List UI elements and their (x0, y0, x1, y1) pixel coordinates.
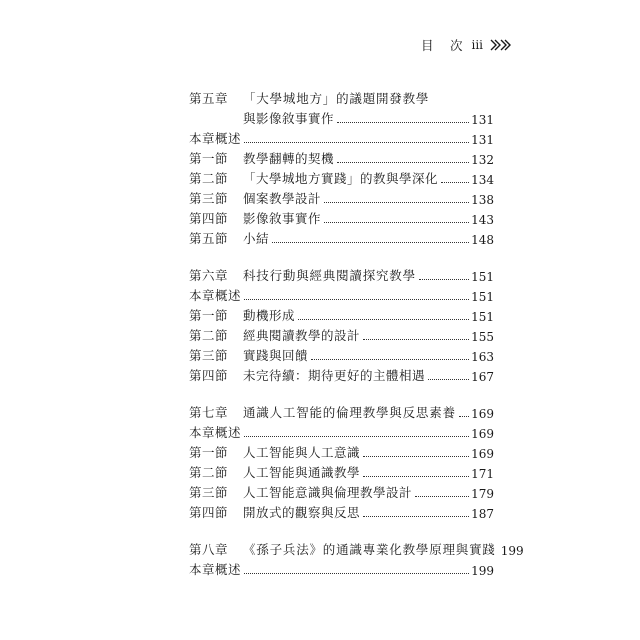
toc-entry-label: 本章概述 (189, 425, 242, 440)
dot-leader (363, 338, 469, 340)
toc-page-number: 169 (471, 447, 494, 461)
dot-leader (363, 515, 469, 517)
toc-entry-title: 教學翻轉的契機 (243, 151, 335, 166)
dot-leader (244, 141, 469, 143)
toc-entry-title: 小結 (243, 231, 270, 246)
toc-overview-row[interactable] (189, 422, 494, 441)
toc-entry-label: 第五節 (189, 231, 229, 246)
toc-entry-label: 第四節 (189, 368, 229, 383)
header-title: 目 次 (420, 38, 465, 53)
toc-section-row[interactable] (189, 462, 494, 481)
toc-entry-label: 第三節 (189, 485, 229, 500)
toc-page-number: 143 (471, 213, 494, 227)
toc-entry-title: 科技行動與經典閱讀探究教學 (243, 268, 416, 283)
toc-page-number: 169 (471, 427, 494, 441)
toc-entry-title: 人工智能與通識教學 (243, 465, 361, 480)
toc-section-row[interactable] (189, 482, 494, 501)
toc-entry-title: 實踐與回饋 (243, 348, 309, 363)
toc-entry-title: 影像敘事實作 (243, 211, 322, 226)
dot-leader (324, 221, 469, 223)
toc-entry-label: 第三節 (189, 348, 229, 363)
toc-entry-label: 第七章 (189, 405, 229, 420)
toc-entry-label: 第四節 (189, 211, 229, 226)
toc-entry-label: 本章概述 (189, 562, 242, 577)
toc-page-number: 179 (471, 487, 494, 501)
header-page-number: iii (471, 38, 483, 52)
toc-page-number: 148 (471, 233, 494, 247)
toc-chapter-row[interactable] (189, 265, 494, 284)
toc-entry-label: 第一節 (189, 445, 229, 460)
dot-leader (244, 435, 469, 437)
dot-leader (298, 318, 469, 320)
toc-section-row[interactable] (189, 148, 494, 167)
chevron-ornament-icon (490, 38, 512, 52)
dot-leader (459, 415, 469, 417)
dot-leader (337, 161, 469, 163)
toc-entry-label: 第二節 (189, 171, 229, 186)
dot-leader (363, 455, 469, 457)
toc-page-number: 138 (471, 193, 494, 207)
table-of-contents (189, 88, 524, 579)
dot-leader (363, 475, 469, 477)
toc-page-number: 167 (471, 370, 494, 384)
toc-page-number: 151 (471, 270, 494, 284)
toc-page-number: 151 (471, 310, 494, 324)
toc-page-number: 163 (471, 350, 494, 364)
toc-section-row[interactable] (189, 365, 494, 384)
dot-leader (415, 495, 469, 497)
toc-section-row[interactable] (189, 168, 494, 187)
toc-entry-title: 個案教學設計 (243, 191, 322, 206)
toc-entry-title: 「大學城地方」的議題開發教學 (243, 91, 430, 106)
dot-leader (324, 201, 469, 203)
toc-chapter-row[interactable] (189, 539, 524, 558)
toc-section-row[interactable] (189, 188, 494, 207)
dot-leader (272, 241, 469, 243)
toc-chapter-row[interactable] (189, 88, 494, 107)
toc-entry-label: 第一節 (189, 308, 229, 323)
toc-overview-row[interactable] (189, 559, 494, 578)
toc-entry-label: 第四節 (189, 505, 229, 520)
toc-entry-label: 第八章 (189, 542, 229, 557)
toc-section-row[interactable] (189, 208, 494, 227)
toc-page-number: 151 (471, 290, 494, 304)
toc-entry-label: 第二節 (189, 465, 229, 480)
dot-leader (337, 121, 469, 123)
toc-page-number: 169 (471, 407, 494, 421)
dot-leader (311, 358, 469, 360)
toc-entry-title: 與影像敘事實作 (243, 111, 335, 126)
toc-page-number: 131 (471, 133, 494, 147)
toc-entry-label: 第一節 (189, 151, 229, 166)
toc-page-number: 132 (471, 153, 494, 167)
toc-entry-title: 經典閱讀教學的設計 (243, 328, 361, 343)
toc-entry-label: 第二節 (189, 328, 229, 343)
dot-leader (419, 278, 469, 280)
toc-page-number: 187 (471, 507, 494, 521)
toc-entry-title: 動機形成 (243, 308, 296, 323)
toc-entry-title: 開放式的觀察與反思 (243, 505, 361, 520)
toc-section-row[interactable] (189, 345, 494, 364)
toc-entry-title: 人工智能意識與倫理教學設計 (243, 485, 413, 500)
dot-leader (428, 378, 469, 380)
toc-page-number: 131 (471, 113, 494, 127)
toc-entry-title: 未完待續：期待更好的主體相遇 (243, 368, 426, 383)
toc-continuation-row[interactable] (189, 108, 494, 127)
toc-entry-label: 第三節 (189, 191, 229, 206)
toc-entry-label: 本章概述 (189, 131, 242, 146)
toc-section-row[interactable] (189, 228, 494, 247)
toc-page-number: 199 (471, 564, 494, 578)
toc-entry-title: 通識人工智能的倫理教學與反思素養 (243, 405, 456, 420)
toc-section-row[interactable] (189, 305, 494, 324)
toc-entry-label: 第六章 (189, 268, 229, 283)
running-header (421, 36, 512, 54)
toc-section-row[interactable] (189, 442, 494, 461)
toc-chapter-row[interactable] (189, 402, 494, 421)
toc-section-row[interactable] (189, 325, 494, 344)
toc-page-number: 155 (471, 330, 494, 344)
toc-entry-title: 《孫子兵法》的通識專業化教學原理與實踐 (243, 542, 496, 557)
toc-page-number: 134 (471, 173, 494, 187)
toc-section-row[interactable] (189, 502, 494, 521)
toc-overview-row[interactable] (189, 285, 494, 304)
dot-leader (441, 181, 469, 183)
toc-entry-label: 第五章 (189, 91, 229, 106)
toc-page-number: 171 (471, 467, 494, 481)
toc-entry-label: 本章概述 (189, 288, 242, 303)
toc-entry-title: 人工智能與人工意識 (243, 445, 361, 460)
toc-page-number: 199 (500, 544, 524, 558)
toc-entry-title: 「大學城地方實踐」的教與學深化 (243, 171, 439, 186)
toc-overview-row[interactable] (189, 128, 494, 147)
dot-leader (244, 572, 469, 574)
dot-leader (244, 298, 469, 300)
